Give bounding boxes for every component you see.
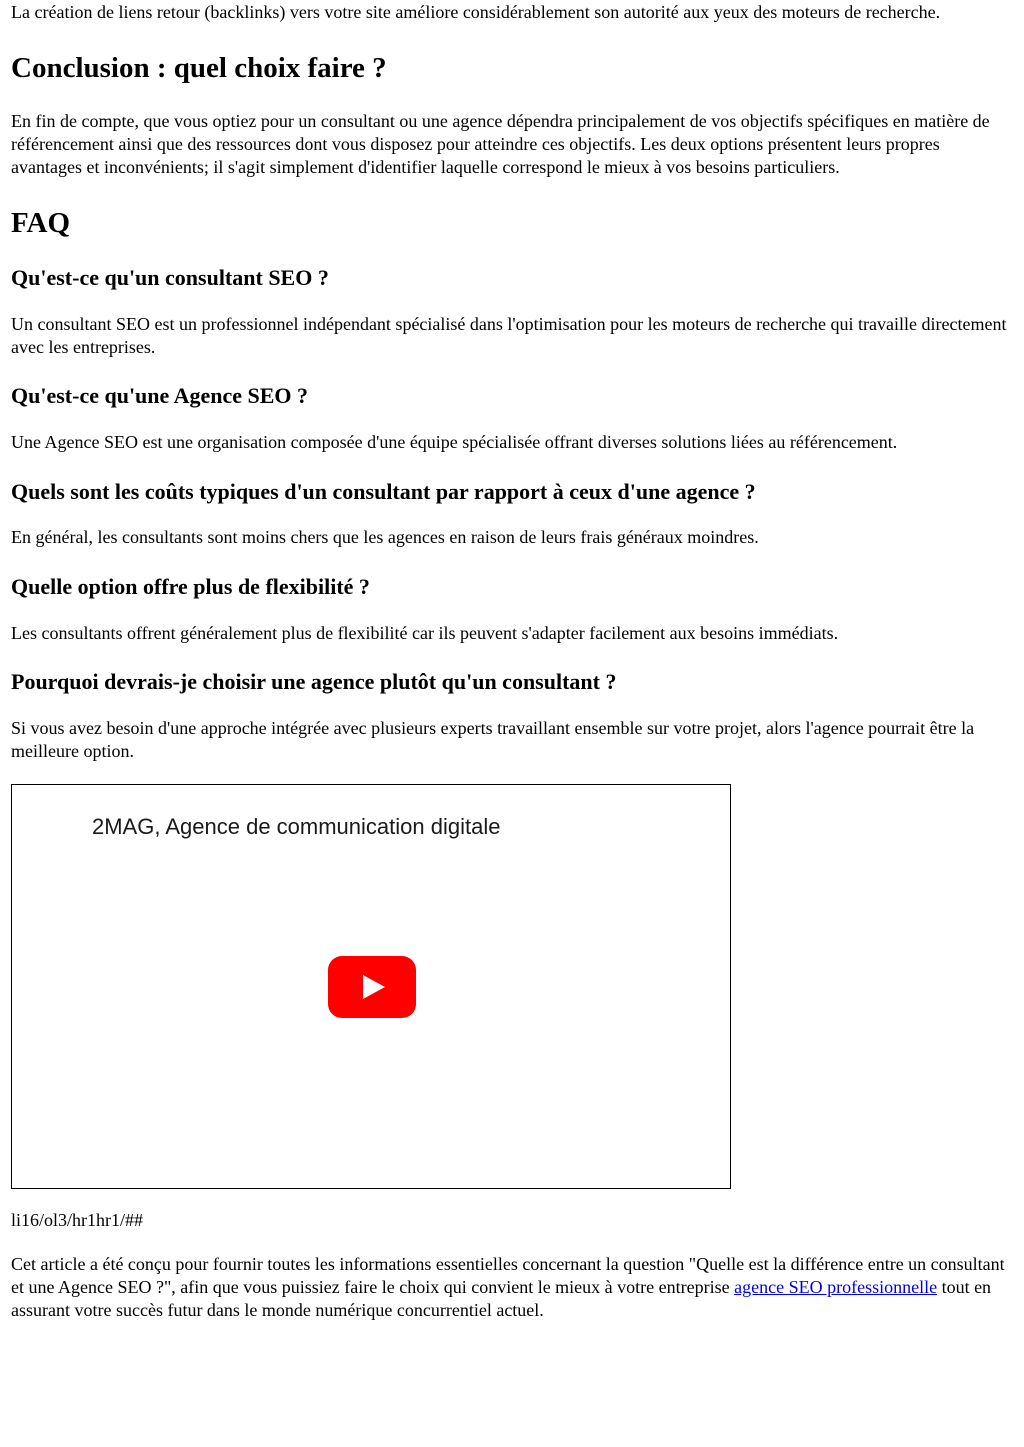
- agency-seo-link[interactable]: agence SEO professionnelle: [734, 1277, 938, 1297]
- conclusion-paragraph: En fin de compte, que vous optiez pour un consultant ou une agence dépendra principalement de vos objectifs spécifiques en matière de référencement ainsi que des ressources dont vous disposez pour atteindre ces objectifs. Les deux options présentent leurs propres avantages et inconvénients; il s'agit simplement d'identifier laquelle correspond le mieux à vos besoins particuliers.: [11, 111, 990, 177]
- conclusion-heading: Conclusion : quel choix faire ?: [11, 52, 387, 84]
- faq-question: Qu'est-ce qu'une Agence SEO ?: [11, 383, 309, 408]
- faq-answer: Si vous avez besoin d'une approche intégrée avec plusieurs experts travaillant ensemble sur votre projet, alors l'agence pourrait être la meilleure option.: [11, 718, 975, 761]
- closing-text-after: tout en assurant votre succès futur dans le monde numérique concurrentiel actuel.: [11, 1277, 992, 1320]
- video-title[interactable]: 2MAG, Agence de communication digitale: [92, 814, 501, 839]
- faq-answer: En général, les consultants sont moins chers que les agences en raison de leurs frais généraux moindres.: [11, 527, 759, 547]
- faq-answer: Les consultants offrent généralement plus de flexibilité car ils peuvent s'adapter facilement aux besoins immédiats.: [11, 623, 839, 643]
- section-marker: li16/ol3/hr1hr1/##: [11, 1210, 143, 1230]
- video-embed[interactable]: [11, 784, 731, 1189]
- article: [0, 1, 1024, 1322]
- faq-answer: Une Agence SEO est une organisation composée d'une équipe spécialisée offrant diverses solutions liées au référencement.: [11, 432, 898, 452]
- closing-text-before: Cet article a été conçu pour fournir toutes les informations essentielles concernant la question "Quelle est la différence entre un consultant et une Agence SEO ?", afin que vous puissiez faire le choix qui convient le mieux à votre entreprise: [11, 1254, 1005, 1297]
- faq-answer: Un consultant SEO est un professionnel indépendant spécialisé dans l'optimisation pour les moteurs de recherche qui travaille directement avec les entreprises.: [11, 314, 1007, 357]
- faq-question: Quels sont les coûts typiques d'un consultant par rapport à ceux d'une agence ?: [11, 479, 756, 504]
- intro-paragraph: La création de liens retour (backlinks) vers votre site améliore considérablement son autorité aux yeux des moteurs de recherche.: [11, 2, 941, 22]
- faq-heading: FAQ: [11, 207, 71, 239]
- faq-question: Pourquoi devrais-je choisir une agence plutôt qu'un consultant ?: [11, 669, 617, 694]
- faq-question: Qu'est-ce qu'un consultant SEO ?: [11, 265, 329, 290]
- faq-question: Quelle option offre plus de flexibilité ?: [11, 574, 370, 599]
- youtube-play-icon[interactable]: [328, 956, 416, 1018]
- closing-paragraph: [11, 1253, 1012, 1322]
